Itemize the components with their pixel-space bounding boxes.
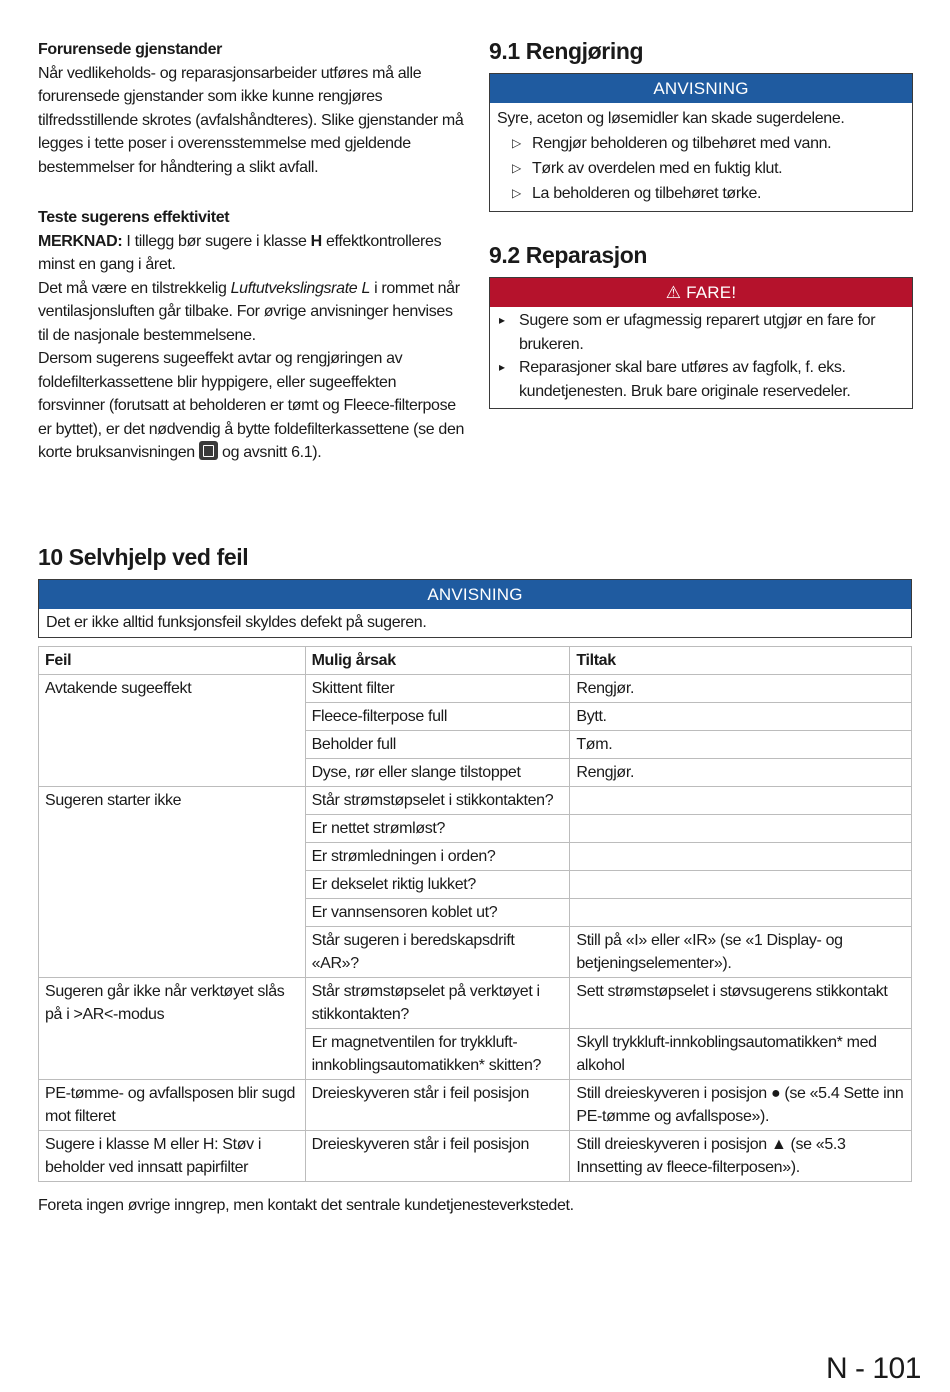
action-cell <box>570 787 912 815</box>
action-cell: Rengjør. <box>570 759 912 787</box>
list-item <box>497 131 905 156</box>
action-cell: Still dreieskyveren i posisjon ● (se «5.4 Sette inn PE-tømme og avfallspose»). <box>570 1080 912 1131</box>
merknad-text-c: effektkontrolleres minst en gang i året. <box>38 232 442 273</box>
action-cell: Sett strømstøpselet i støvsugerens stikkontakt <box>570 978 912 1029</box>
hollow-triangle-bullet-icon: ▷ <box>512 186 521 200</box>
paragraph-merknad <box>38 230 466 277</box>
column-header-action: Tiltak <box>570 647 912 675</box>
table-row <box>39 1080 912 1131</box>
troubleshooting-section <box>38 540 912 1218</box>
right-column <box>489 34 913 409</box>
left-column <box>38 38 466 465</box>
column-header-cause: Mulig årsak <box>305 647 570 675</box>
danger-body <box>490 307 912 408</box>
solid-triangle-bullet-icon: ▸ <box>499 313 505 327</box>
section-heading-contaminated: Forurensede gjenstander <box>38 41 222 58</box>
air-text-c: i rommet når ventilasjonsluften går tilbake. For øvrige anvisninger henvises til de nasjonale bestemmelsene. <box>38 279 460 344</box>
cause-cell: Står sugeren i beredskapsdrift «AR»? <box>305 927 570 978</box>
cause-cell: Er strømledningen i orden? <box>305 843 570 871</box>
cause-cell: Er nettet strømløst? <box>305 815 570 843</box>
cleaning-notice-box <box>489 73 913 212</box>
merknad-label: MERKNAD: <box>38 232 123 250</box>
paragraph-contaminated: Når vedlikeholds- og reparasjonsarbeider utføres må alle forurensede gjenstander som ikke kunne rengjøres tilfredsstillende skrotes (avfalshåndteres). Slike gjenstander må legges i tette poser i overensstemmelse med gjeldende bestemmelser for håndtering a slikt avfall. <box>38 64 464 176</box>
action-cell: Still på «I» eller «IR» (se «1 Display- og betjeningselementer»). <box>570 927 912 978</box>
list-item <box>497 309 905 356</box>
cause-cell: Fleece-filterpose full <box>305 703 570 731</box>
troubleshooting-notice-box <box>38 579 912 638</box>
filter-text-a: Dersom sugerens sugeeffekt avtar og rengjøringen av foldefilterkassettene blir hyppigere, eller sugeeffekten forsvinner (forutsatt at beholderen er tømt og Fleece-filterpose er byttet), er det nødvendig å bytte foldefilterkassettene (se den korte bruksanvisningen <box>38 350 465 461</box>
notice-label: ANVISNING <box>490 74 912 103</box>
list-item-text: Reparasjoner skal bare utføres av fagfolk, f. eks. kundetjenesten. Bruk bare originale reservedeler. <box>519 359 851 400</box>
air-rate-term: Luftutvekslingsrate L <box>230 279 370 297</box>
cause-cell: Er dekselet riktig lukket? <box>305 871 570 899</box>
notice-body <box>490 103 912 211</box>
action-cell <box>570 843 912 871</box>
hollow-triangle-bullet-icon: ▷ <box>512 136 521 150</box>
cause-cell: Skittent filter <box>305 675 570 703</box>
cause-cell: Står strømstøpselet på verktøyet i stikkontakten? <box>305 978 570 1029</box>
section-title-troubleshooting: 10 Selvhjelp ved feil <box>38 544 249 570</box>
table-row <box>39 978 912 1029</box>
paragraph-filter-replace <box>38 347 466 465</box>
page-number: N - 101 <box>826 1352 921 1385</box>
air-text-a: Det må være en tilstrekkelig <box>38 279 231 297</box>
action-cell: Skyll trykkluft-innkoblingsautomatikken* med alkohol <box>570 1029 912 1080</box>
troubleshooting-table <box>38 646 912 1182</box>
danger-notice-box <box>489 277 913 409</box>
section-title-cleaning: 9.1 Rengjøring <box>489 38 644 64</box>
table-row <box>39 1131 912 1182</box>
action-cell <box>570 815 912 843</box>
fault-cell: Sugeren går ikke når verktøyet slås på i >AR<-modus <box>39 978 306 1080</box>
section-heading-efficiency: Teste sugerens effektivitet <box>38 209 230 226</box>
cause-cell: Dreieskyveren står i feil posisjon <box>305 1080 570 1131</box>
solid-triangle-bullet-icon: ▸ <box>499 360 505 374</box>
action-cell <box>570 871 912 899</box>
paragraph-air-exchange <box>38 277 466 348</box>
action-cell <box>570 899 912 927</box>
section-title-repair: 9.2 Reparasjon <box>489 242 648 268</box>
cause-cell: Er magnetventilen for trykkluft-innkoblingsautomatikken* skitten? <box>305 1029 570 1080</box>
footer-note: Foreta ingen øvrige inngrep, men kontakt det sentrale kundetjenesteverkstedet. <box>38 1197 574 1214</box>
list-item <box>497 156 905 181</box>
list-item-text: Rengjør beholderen og tilbehøret med vann. <box>532 135 832 152</box>
action-cell: Still dreieskyveren i posisjon ▲ (se «5.3 Innsetting av fleece-filterposen»). <box>570 1131 912 1182</box>
list-item-text: La beholderen og tilbehøret tørke. <box>532 185 762 202</box>
action-cell: Tøm. <box>570 731 912 759</box>
hollow-triangle-bullet-icon: ▷ <box>512 161 521 175</box>
list-item-text: Sugere som er ufagmessig reparert utgjør en fare for brukeren. <box>519 312 876 353</box>
cause-cell: Beholder full <box>305 731 570 759</box>
merknad-text-a: I tillegg bør sugere i klasse <box>122 232 311 250</box>
fault-cell: PE-tømme- og avfallsposen blir sugd mot filteret <box>39 1080 306 1131</box>
fault-cell: Sugeren starter ikke <box>39 787 306 978</box>
merknad-class-h: H <box>310 232 322 250</box>
notice-text: Det er ikke alltid funksjonsfeil skyldes defekt på sugeren. <box>46 614 427 631</box>
cause-cell: Dyse, rør eller slange tilstoppet <box>305 759 570 787</box>
manual-book-icon <box>199 441 218 460</box>
table-row <box>39 787 912 815</box>
cause-cell: Dreieskyveren står i feil posisjon <box>305 1131 570 1182</box>
fault-cell: Sugere i klasse M eller H: Støv i beholder ved innsatt papirfilter <box>39 1131 306 1182</box>
action-cell: Bytt. <box>570 703 912 731</box>
cause-cell: Står strømstøpselet i stikkontakten? <box>305 787 570 815</box>
table-header-row <box>39 647 912 675</box>
notice-intro: Syre, aceton og løsemidler kan skade sugerdelene. <box>497 110 845 127</box>
column-header-fault: Feil <box>39 647 306 675</box>
action-cell: Rengjør. <box>570 675 912 703</box>
list-item-text: Tørk av overdelen med en fuktig klut. <box>532 160 783 177</box>
cause-cell: Er vannsensoren koblet ut? <box>305 899 570 927</box>
notice-label: ANVISNING <box>39 580 911 609</box>
list-item <box>497 181 905 206</box>
filter-text-b: og avsnitt 6.1). <box>217 444 322 461</box>
list-item <box>497 356 905 403</box>
table-row <box>39 675 912 703</box>
danger-label: ⚠ FARE! <box>490 278 912 307</box>
fault-cell: Avtakende sugeeffekt <box>39 675 306 787</box>
